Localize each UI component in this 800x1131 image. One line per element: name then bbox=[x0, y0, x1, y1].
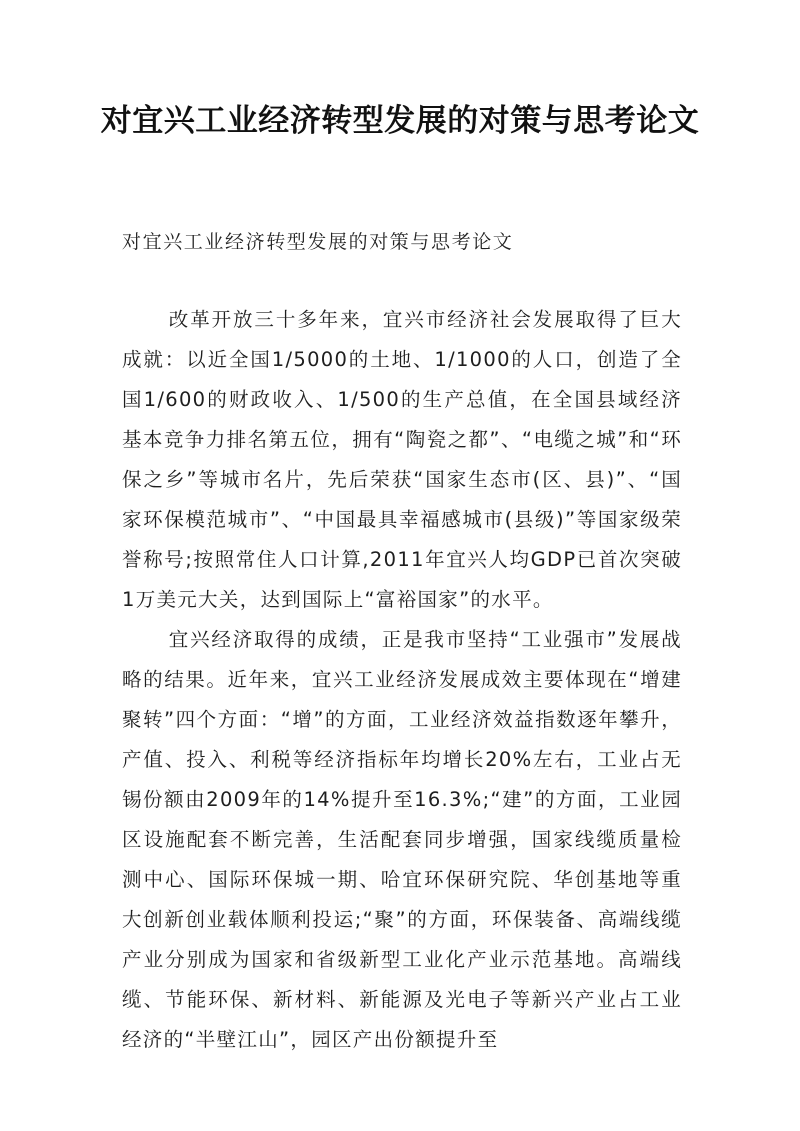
document-subtitle: 对宜兴工业经济转型发展的对策与思考论文 bbox=[122, 231, 514, 253]
paragraph-2: 宜兴经济取得的成绩，正是我市坚持“工业强市”发展战略的结果。近年来，宜兴工业经济发展成效主要体现在“增建聚转”四个方面：“增”的方面，工业经济效益指数逐年攀升，产值、投入、利税等经济指标年均增长20%左右，工业占无锡份额由2009年的14%提升至16.3%;“建”的方面，工业园区设施配套不断完善，生活配套同步增强，国家线缆质量检测中心、国际环保城一期、哈宜环保研究院、华创基地等重大创新创业载体顺利投运;“聚”的方面，环保装备、高端线缆产业分别成为国家和省级新型工业化产业示范基地。高端线缆、节能环保、新材料、新能源及光电子等新兴产业占工业经济的“半壁江山”，园区产出份额提升至 bbox=[122, 628, 682, 1051]
document-body bbox=[122, 300, 682, 1060]
paragraph-1: 改革开放三十多年来，宜兴市经济社会发展取得了巨大成就：以近全国1/5000的土地、1/1000的人口，创造了全国1/600的财政收入、1/500的生产总值，在全国县域经济基本竞争力排名第五位，拥有“陶瓷之都”、“电缆之城”和“环保之乡”等城市名片，先后荣获“国家生态市(区、县)”、“国家环保模范城市”、“中国最具幸福感城市(县级)”等国家级荣誉称号;按照常住人口计算,2011年宜兴人均GDP已首次突破1万美元大关，达到国际上“富裕国家”的水平。 bbox=[122, 308, 682, 611]
document-title: 对宜兴工业经济转型发展的对策与思考论文 bbox=[100, 103, 700, 139]
